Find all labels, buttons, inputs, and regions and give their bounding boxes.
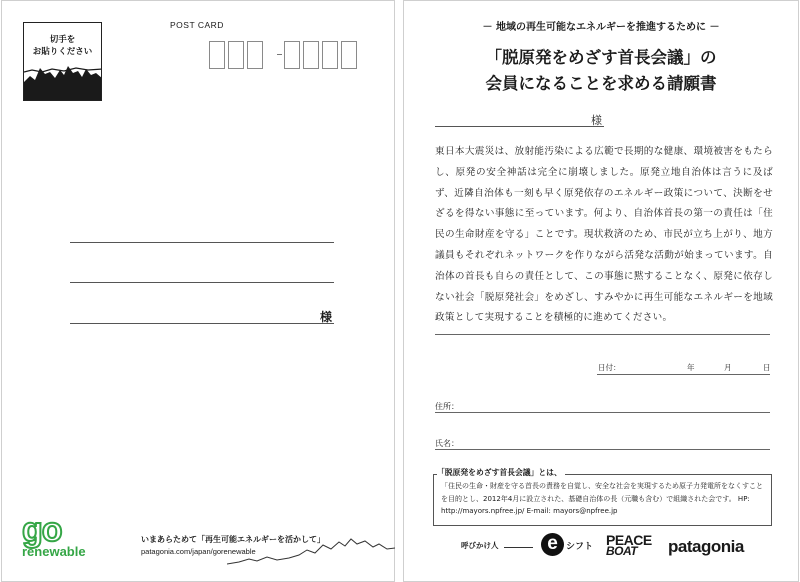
info-heading: 「脱原発をめざす首長会議」とは、 <box>437 467 565 478</box>
petition-title-line-2: 会員になることを求める請願書 <box>485 74 717 93</box>
signature-line[interactable] <box>435 334 770 335</box>
day-label: 日 <box>763 363 771 372</box>
petition-back <box>403 0 799 582</box>
callers-dash <box>504 547 533 548</box>
patagonia-logo: patagonia <box>668 537 744 556</box>
eshift-e-mark: e <box>541 533 564 556</box>
eshift-text: シフト <box>566 542 594 552</box>
postal-digit-box[interactable] <box>303 41 319 69</box>
peace-boat-line-2: BOAT <box>606 544 638 558</box>
postal-digit-box[interactable] <box>228 41 244 69</box>
postal-digit-box[interactable] <box>247 41 263 69</box>
stamp-text-line-2: お貼りください <box>32 47 93 57</box>
peace-boat-line-1: PEACE <box>606 532 652 548</box>
petition-body: 東日本大震災は、放射能汚染による広範で長期的な健康、環境被害をもたらし、原発の安全神話は完全に崩壊しました。原発立地自治体は言うに及ばず、近隣自治体も一刻も早く原発依存のエネルギー政策について、決断をせざるを得ない事態に至っています。何より、自治体首長の第一の責任は「住民の生命財産を守る」ことです。現状救済のため、市民が立ち上がり、地方議員もそれぞれネットワークを作りながら活発な活動が始まっています。自治体の首長も自らの責任として、この事態に黙することなく、原発に依存しない社会「脱原発社会」をめざし、すみやかに再生可能なエネルギーを地域政策として実現することを積極的に進めてください。 <box>435 146 773 324</box>
info-body: 「住民の生命・財産を守る首長の責務を自覚し、安全な社会を実現するため原子力発電所をなくすことを目的とし、2012年4月に設立された、基礎自治体の長（元職も含む）で組織された会です。 HP: http://mayors.npfree.jp/ E-mail: mayors@npfree.jp <box>441 482 763 515</box>
year-label: 年 <box>687 363 695 372</box>
stamp-text-line-1: 切手を <box>49 35 76 45</box>
mountain-outline-icon <box>227 531 395 565</box>
go-renewable-logo <box>22 511 140 563</box>
address-line[interactable] <box>70 282 334 283</box>
address-line[interactable] <box>70 242 334 243</box>
renewable-logo-text: renewable <box>22 544 86 559</box>
recipient-honorific: 様 <box>320 310 333 324</box>
address-label: 住所： <box>435 402 459 411</box>
postal-digit-box[interactable] <box>284 41 300 69</box>
post-card-label: POST CARD <box>170 20 224 30</box>
mayor-honorific: 様 <box>591 114 602 127</box>
mayor-name-line[interactable] <box>435 126 604 127</box>
name-input-line[interactable] <box>435 449 770 450</box>
go-logo-text: go <box>22 511 62 549</box>
petition-subtitle: － 地域の再生可能なエネルギーを推進するために － <box>482 22 720 33</box>
postal-code-dash <box>277 54 282 55</box>
postal-digit-box[interactable] <box>322 41 338 69</box>
callers-label: 呼びかけ人 <box>461 541 499 550</box>
postal-digit-box[interactable] <box>341 41 357 69</box>
postal-digit-box[interactable] <box>209 41 225 69</box>
month-label: 月 <box>724 363 732 372</box>
promo-url: patagonia.com/japan/gorenewable <box>141 547 256 556</box>
postcard-front <box>1 0 395 582</box>
date-label: 日付： <box>598 363 621 372</box>
recipient-name-line[interactable] <box>70 323 334 324</box>
promo-headline: いまあらためて「再生可能エネルギーを活かして」 <box>141 535 325 544</box>
peace-boat-logo <box>606 532 652 558</box>
postal-code-boxes[interactable] <box>2 41 396 69</box>
petition-title <box>404 45 798 97</box>
name-label: 氏名： <box>435 439 459 448</box>
petition-title-line-1: 「脱原発をめざす首長会議」の <box>485 48 717 67</box>
date-input-line[interactable] <box>597 374 770 375</box>
address-input-line[interactable] <box>435 412 770 413</box>
